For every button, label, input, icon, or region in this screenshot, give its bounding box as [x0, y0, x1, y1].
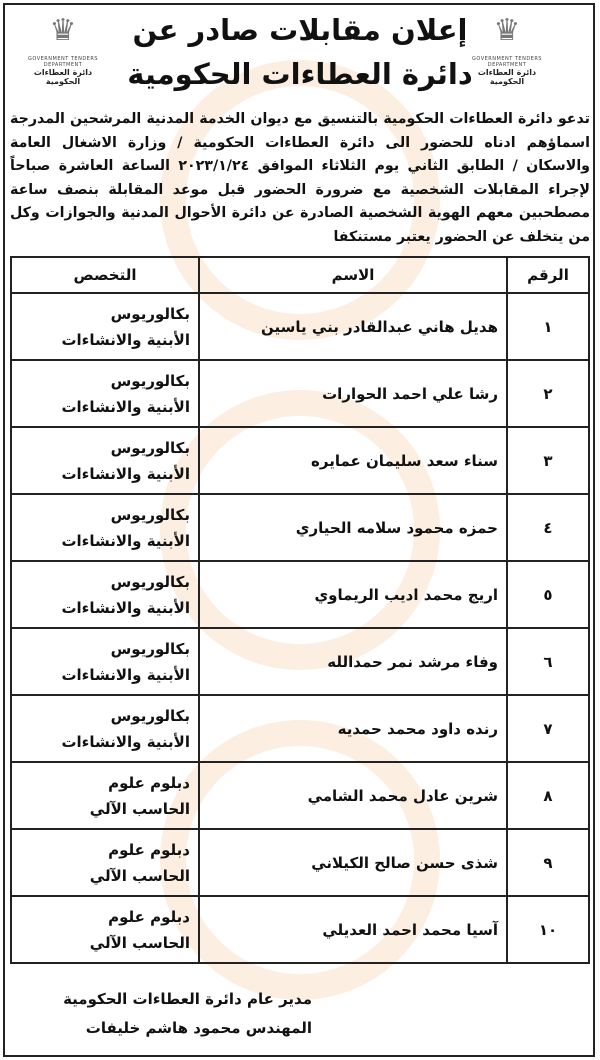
row-number: ٧ — [507, 695, 589, 762]
row-number: ٥ — [507, 561, 589, 628]
table-row — [11, 628, 589, 695]
candidate-specialization — [11, 628, 199, 695]
row-number: ١ — [507, 293, 589, 360]
row-number: ٣ — [507, 427, 589, 494]
row-number: ٢ — [507, 360, 589, 427]
degree: دبلوم علوم — [108, 907, 190, 926]
table-row — [11, 427, 589, 494]
header-specialization: التخصص — [11, 257, 199, 293]
jordan-crest-icon: ♛ — [49, 13, 77, 48]
field: الحاسب الآلي — [89, 866, 190, 885]
row-number: ٦ — [507, 628, 589, 695]
jordan-crest-icon: ♛ — [493, 13, 521, 48]
degree: دبلوم علوم — [108, 840, 190, 859]
candidate-name: شذى حسن صالح الكيلاني — [199, 829, 507, 896]
candidate-specialization — [11, 896, 199, 963]
table-row — [11, 293, 589, 360]
candidate-specialization — [11, 293, 199, 360]
candidate-name: اريج محمد اديب الريماوي — [199, 561, 507, 628]
field: الأبنية والانشاءات — [61, 732, 190, 751]
field: الأبنية والانشاءات — [61, 531, 190, 550]
degree: بكالوريوس — [110, 572, 190, 591]
field: الأبنية والانشاءات — [61, 598, 190, 617]
degree: بكالوريوس — [110, 639, 190, 658]
table-row — [11, 561, 589, 628]
row-number: ٨ — [507, 762, 589, 829]
field: الأبنية والانشاءات — [61, 665, 190, 684]
table-row — [11, 896, 589, 963]
row-number: ١٠ — [507, 896, 589, 963]
degree: دبلوم علوم — [108, 773, 190, 792]
emblem-english-text: GOVERNMENT TENDERS DEPARTMENT — [472, 56, 542, 68]
header — [0, 8, 600, 98]
candidate-specialization — [11, 695, 199, 762]
degree: بكالوريوس — [110, 438, 190, 457]
emblem-arabic-text: دائرة العطاءات الحكومية — [33, 68, 93, 86]
degree: بكالوريوس — [110, 505, 190, 524]
field: الحاسب الآلي — [89, 933, 190, 952]
candidate-specialization — [11, 762, 199, 829]
row-number: ٤ — [507, 494, 589, 561]
table-row — [11, 829, 589, 896]
candidate-name: رشا علي احمد الحوارات — [199, 360, 507, 427]
title-line-2: دائرة العطاءات الحكومية — [127, 57, 473, 91]
candidate-name: حمزه محمود سلامه الحياري — [199, 494, 507, 561]
title-line-1: إعلان مقابلات صادر عن — [132, 13, 468, 47]
candidate-specialization — [11, 561, 199, 628]
table-row — [11, 494, 589, 561]
signature-block — [12, 985, 312, 1043]
emblem-arabic-text: دائرة العطاءات الحكومية — [477, 68, 537, 86]
page-title — [120, 8, 480, 96]
intro-paragraph: تدعو دائرة العطاءات الحكومية بالتنسيق مع ديوان الخدمة المدنية المرشحين المدرجة اسماؤهم ادناه للحضور الى دائرة العطاءات الحكومية / وزارة الاشغال العامة والاسكان / الطابق الثاني يوم الثلاثاء الموافق ٢٠٢٣/١/٢٤ الساعة العاشرة صباحاً لإجراء المقابلات الشخصية مع ضرورة الحضور قبل موعد المقابلة بنصف ساعة مصطحبين معهم الهوية الشخصية الصادرة عن دائرة الأحوال المدنية والجوازات وكل من يتخلف عن الحضور يعتبر مستنكفا — [10, 111, 590, 245]
candidate-name: رنده داود محمد حمديه — [199, 695, 507, 762]
field: الحاسب الآلي — [89, 799, 190, 818]
table-row — [11, 695, 589, 762]
candidate-name: شرين عادل محمد الشامي — [199, 762, 507, 829]
candidates-table — [10, 256, 590, 964]
header-name: الاسم — [199, 257, 507, 293]
header-number: الرقم — [507, 257, 589, 293]
degree: بكالوريوس — [110, 304, 190, 323]
candidate-specialization — [11, 427, 199, 494]
candidate-name: وفاء مرشد نمر حمدالله — [199, 628, 507, 695]
table-header-row — [11, 257, 589, 293]
emblem-english-text: GOVERNMENT TENDERS DEPARTMENT — [28, 56, 98, 68]
candidate-specialization — [11, 494, 199, 561]
degree: بكالوريوس — [110, 371, 190, 390]
candidate-specialization — [11, 829, 199, 896]
signatory-name: المهندس محمود هاشم خليفات — [85, 1019, 312, 1037]
candidate-name: آسيا محمد احمد العديلي — [199, 896, 507, 963]
candidate-specialization — [11, 360, 199, 427]
table-row — [11, 360, 589, 427]
row-number: ٩ — [507, 829, 589, 896]
field: الأبنية والانشاءات — [61, 397, 190, 416]
field: الأبنية والانشاءات — [61, 330, 190, 349]
signatory-title: مدير عام دائرة العطاءات الحكومية — [63, 990, 312, 1008]
degree: بكالوريوس — [110, 706, 190, 725]
emblem-left — [18, 14, 108, 86]
table-row — [11, 762, 589, 829]
field: الأبنية والانشاءات — [61, 464, 190, 483]
candidate-name: سناء سعد سليمان عمايره — [199, 427, 507, 494]
candidate-name: هديل هاني عبدالقادر بني ياسين — [199, 293, 507, 360]
